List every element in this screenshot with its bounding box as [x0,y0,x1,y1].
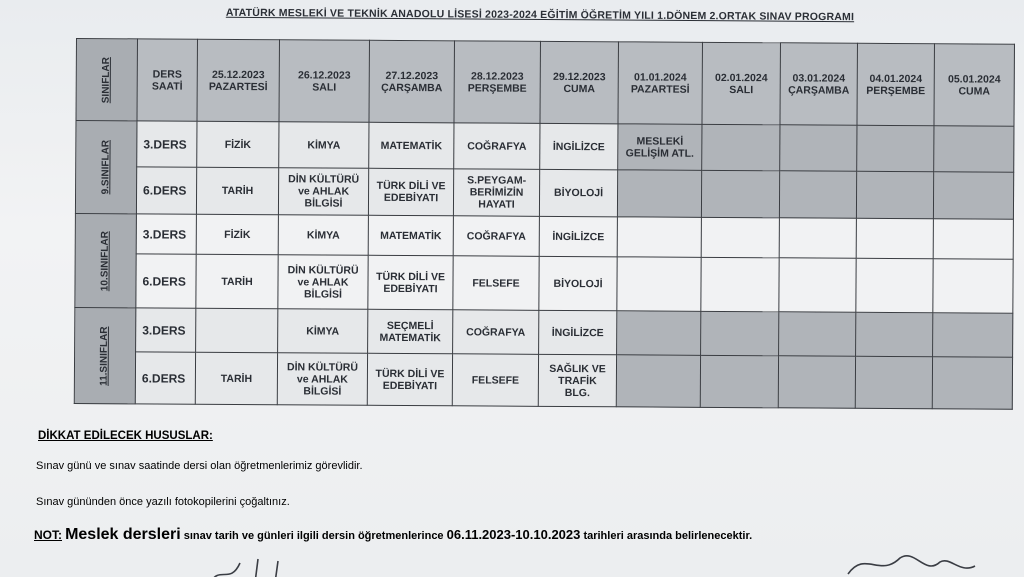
groups.0.rows.1.cells.3-line: BERİMİZİN [469,186,524,199]
exam-cell [617,257,701,312]
exam-cell [278,309,368,354]
header-weekday: ÇARŞAMBA [788,83,850,97]
header-date: 26.12.2023 [297,68,351,82]
lesson-period: 3.DERS [136,308,196,352]
exam-cell [453,256,539,311]
groups.0.rows.1.cells.3-line: HAYATI [478,198,515,211]
exam-cell [368,215,453,256]
groups.2.rows.1.cells.1-line: BİLGİSİ [303,384,342,398]
groups.2.rows.1.cells.4-line: BLG. [564,386,590,399]
exam-cell [196,167,278,215]
exam-cell [617,170,701,218]
exam-schedule-table [74,38,1015,410]
exam-cell [700,355,778,407]
header-row [76,39,1014,127]
exam-cell [277,353,367,406]
exam-cell [855,356,932,408]
schedule-row [75,307,1013,357]
groups.1.rows.0.cells.0-line: FİZİK [224,228,251,241]
class-group-label [74,307,136,403]
groups.1.rows.1.cells.4-line: BİYOLOJİ [553,277,603,290]
header-date: 25.12.2023 [211,68,265,81]
lesson-period: 6.DERS [136,254,196,308]
groups.1.rows.1.cells.1-line: DİN KÜLTÜRÜ [287,263,359,277]
exam-cell [540,123,618,169]
exam-cell [278,255,368,310]
exam-cell [779,258,856,312]
header-day-9 [934,44,1014,126]
header-day-1 [279,40,369,123]
exam-cell [538,354,616,406]
signature-mark-right [840,548,980,577]
exam-cell [279,122,369,169]
groups.2.rows.0.cells.4-line: İNGİLİZCE [551,326,604,339]
groups.0.rows.0.cells.5-line: GELİŞİM ATL. [625,146,694,160]
header-weekday: SALI [729,83,754,96]
groups.0.rows.1.cells.1-line: ve AHLAK [298,185,350,198]
header-weekday: CUMA [958,84,990,98]
document-title: ATATÜRK MESLEKİ VE TEKNİK ANADOLU LİSESİ 2023-2024 EĞİTİM ÖĞRETİM YILI 1.DÖNEM 2.ORTAK SINAV PROGRAMI [225,6,855,24]
schedule-row [75,253,1013,313]
exam-cell [856,258,933,312]
groups.2.rows.0.cells.2-line: MATEMATİK [379,331,441,344]
exam-cell [278,215,368,256]
note-dates: 06.11.2023-10.10.2023 [446,527,581,542]
groups.0.rows.0.cells.4-line: İNGİLİZCE [552,140,605,153]
exam-cell [195,352,277,404]
header-weekday: CUMA [563,82,596,95]
class-group-label [75,121,137,214]
exam-cell [539,256,617,310]
header-date: 27.12.2023 [385,69,439,82]
header-day-8 [857,43,934,125]
header-group-label [76,39,138,121]
header-day-2 [369,40,454,123]
exam-cell [368,309,453,354]
exam-cell [453,216,539,257]
exam-cell [452,354,538,407]
schedule-row [75,213,1013,259]
exam-cell [780,125,857,171]
groups.0.rows.0.cells.0-line: FİZİK [224,138,252,151]
groups.0.rows.1.cells.4-line: BİYOLOJİ [554,186,604,200]
note-footer [34,526,752,544]
groups.2.rows.1.cells.3-line: FELSEFE [471,373,520,387]
groups.2.rows.1.cells.4-line: TRAFİK [558,374,597,387]
exam-cell [701,170,779,217]
header-weekday: PAZARTESİ [630,82,690,96]
exam-cell [197,121,279,168]
header-day-3 [454,41,540,124]
exam-cell [367,353,452,406]
exam-cell [539,169,617,216]
exam-cell [702,124,780,170]
lesson-period: 6.DERS [135,352,195,404]
exam-cell [617,217,701,258]
exam-cell [856,312,933,356]
exam-cell [368,168,453,216]
exam-cell [453,169,539,217]
groups.1.rows.0.cells.2-line: MATEMATİK [380,229,442,242]
groups.2.rows.1.cells.0-line: TARİH [220,372,253,385]
groups.2.rows.1.cells.2-line: EDEBİYATI [382,379,438,392]
groups.0.rows.1.cells.1-line: BİLGİSİ [304,197,343,210]
exam-cell [933,172,1013,219]
header-day-6 [702,42,780,124]
groups.1.rows.0.cells.4-line: İNGİLİZCE [552,230,605,243]
note-subject: Meslek dersleri [65,526,181,543]
groups.0.rows.0.cells.1-line: KİMYA [307,138,341,152]
exam-cell [616,355,700,408]
header-group-label-text: SINIFLAR [100,56,112,103]
header-date: 03.01.2024 [792,71,846,85]
header.ders_saati-line: DERS [152,67,182,81]
exam-cell [539,310,617,354]
groups.2.rows.1.cells.2-line: TÜRK DİLİ VE [375,367,445,380]
header-date: 28.12.2023 [470,69,524,83]
exam-cell [934,126,1014,172]
header-weekday: PERŞEMBE [866,84,926,97]
exam-cell [539,216,617,256]
exam-cell [779,171,856,218]
groups.1.rows.1.cells.2-line: TÜRK DİLİ VE [376,270,446,283]
groups.2.rows.1.cells.4-line: SAĞLIK VE [549,362,606,375]
schedule-row [74,351,1012,409]
exam-cell [196,308,278,353]
groups.1.rows.1.cells.1-line: BİLGİSİ [303,287,342,301]
exam-cell [454,123,540,170]
groups.1.rows.0.cells.1-line: KİMYA [306,228,340,242]
exam-cell [369,122,454,169]
groups.1.rows.1.cells.2-line: EDEBİYATI [383,282,438,295]
note-text: sınav tarih ve günleri ilgili dersin öğretmenlerince [183,530,444,542]
exam-cell [453,310,539,355]
header-day-4 [540,41,618,123]
lesson-period: 6.DERS [136,167,196,214]
exam-cell [856,218,933,258]
groups.2.rows.1.cells.1-line: ve AHLAK [296,372,348,386]
exam-cell [933,219,1013,259]
header.ders_saati-line: SAATİ [151,79,183,93]
header-weekday: SALI [312,80,337,94]
header-day-5 [618,42,702,125]
groups.2.rows.0.cells.1-line: KİMYA [306,324,340,338]
groups.2.rows.0.cells.3-line: COĞRAFYA [466,325,526,339]
groups.2.rows.0.cells.2-line: SEÇMELİ [386,319,434,332]
exam-cell [368,255,453,310]
groups.1.rows.1.cells.3-line: FELSEFE [472,276,520,290]
exam-cell [932,357,1012,409]
groups.0.rows.1.cells.0-line: TARİH [221,184,254,198]
header-date: 05.01.2024 [947,72,1001,86]
groups.1.rows.1.cells.1-line: ve AHLAK [297,275,349,289]
lesson-period: 3.DERS [137,121,197,167]
groups.0.rows.1.cells.2-line: TÜRK DİLİ VE [376,179,446,193]
groups.2.rows.1.cells.1-line: DİN KÜLTÜRÜ [286,360,359,374]
note-line-duty: Sınav günü ve sınav saatinde dersi olan öğretmenlerimiz görevlidir. [36,460,363,472]
exam-cell [701,217,779,257]
note-label: NOT: [34,528,62,542]
schedule-row [75,167,1013,220]
exam-cell [779,312,856,356]
exam-cell [856,171,933,218]
class-group-label-text: 9.SINIFLAR [100,139,112,195]
signature-mark-left [200,555,310,577]
header-day-7 [780,43,857,125]
groups.0.rows.0.cells.3-line: COĞRAFYA [467,139,527,153]
groups.0.rows.1.cells.3-line: S.PEYGAM- [467,174,527,187]
header-day-0 [197,39,279,121]
note-line-photocopy: Sınav gününden önce yazılı fotokopilerini çoğaltınız. [36,496,290,508]
class-group-label-text: 10.SINIFLAR [99,230,111,291]
exam-cell [933,259,1013,313]
exam-cell [857,125,934,171]
exam-cell [196,214,278,255]
header-weekday: ÇARŞAMBA [381,81,443,94]
header-date: 29.12.2023 [552,70,606,83]
groups.1.rows.1.cells.0-line: TARİH [221,275,253,288]
exam-cell [778,356,855,408]
class-group-label [75,213,137,307]
header-date: 02.01.2024 [714,71,768,84]
groups.0.rows.1.cells.2-line: EDEBİYATI [383,191,439,205]
exam-cell [779,218,856,258]
header-weekday: PAZARTESİ [208,80,268,93]
groups.0.rows.1.cells.1-line: DİN KÜLTÜRÜ [288,173,360,186]
exam-cell [618,124,702,171]
exam-cell [933,313,1013,357]
note-end: tarihleri arasında belirlenecektir. [583,530,753,542]
exam-cell [196,254,278,308]
schedule-row [76,121,1014,173]
exam-cell [701,311,779,355]
header-ders-saati [137,39,197,121]
header-date: 04.01.2024 [869,72,923,85]
groups.0.rows.0.cells.5-line: MESLEKİ [636,134,684,148]
lesson-period: 3.DERS [136,214,196,254]
class-group-label-text: 11.SINIFLAR [98,325,111,386]
notes-heading: DİKKAT EDİLECEK HUSUSLAR: [38,430,213,442]
header-date: 01.01.2024 [633,70,687,84]
header-weekday: PERŞEMBE [467,81,527,95]
exam-cell [617,311,701,356]
exam-cell [701,257,779,311]
exam-cell [278,168,368,216]
groups.1.rows.0.cells.3-line: COĞRAFYA [466,229,526,243]
groups.0.rows.0.cells.2-line: MATEMATİK [380,139,443,152]
